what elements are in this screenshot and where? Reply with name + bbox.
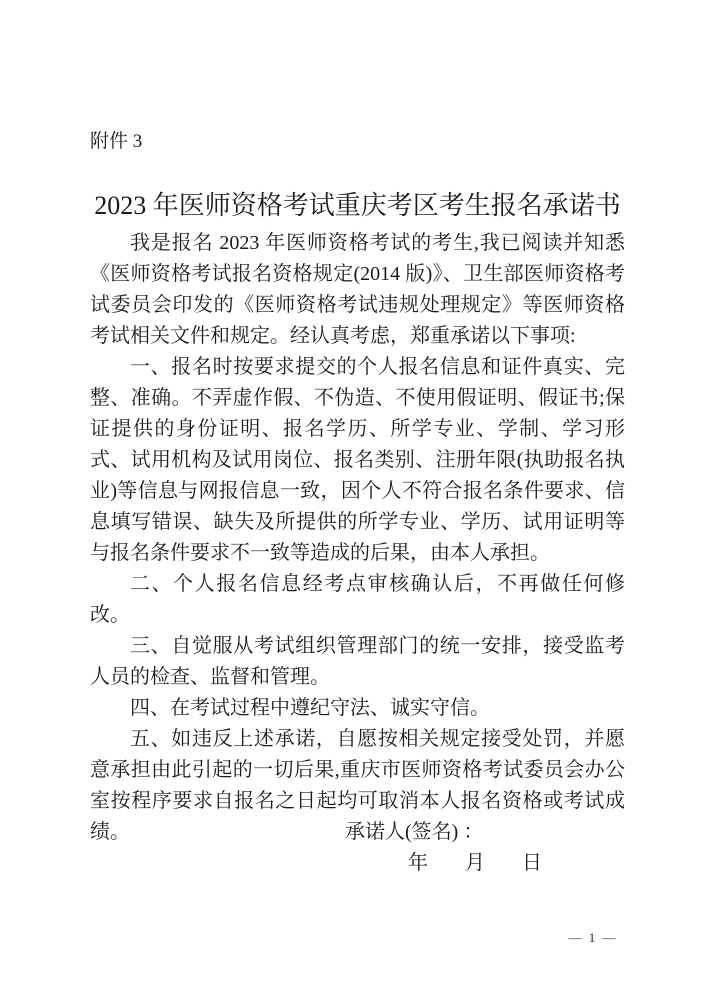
signer-label: 承诺人(签名) ： xyxy=(345,821,484,843)
commitment-item-4: 四、在考试过程中遵纪守法、诚实守信。 xyxy=(130,697,490,719)
day-label: 日 xyxy=(522,852,542,874)
commitment-item-2: 二、个人报名信息经考点审核确认后，不再做任何修改。 xyxy=(90,573,625,626)
intro-paragraph: 我是报名 2023 年医师资格考试的考生,我已阅读并知悉《医师资格考试报名资格规定(2014 版)》、卫生部医师资格考试委员会印发的《医师资格考试违规处理规定》等医师资格考试相关文件和规定。经认真考虑，郑重承诺以下事项: xyxy=(90,232,625,347)
commitment-item-1: 一、报名时按要求提交的个人报名信息和证件真实、完整、准确。不弄虚作假、不伪造、不使用假证明、假证书;保证提供的身份证明、报名学历、所学专业、学制、学习形式、试用机构及试用岗位、报名类别、注册年限(执助报名执业)等信息与网报信息一致，因个人不符合报名条件要求、信息填写错误、缺失及所提供的所学专业、学历、试用证明等与报名条件要求不一致等造成的后果，由本人承担。 xyxy=(90,356,625,564)
commitment-item-3: 三、自觉服从考试组织管理部门的统一安排，接受监考人员的检查、监督和管理。 xyxy=(90,635,625,688)
date-line xyxy=(408,848,542,879)
year-label: 年 xyxy=(408,852,428,874)
signature-block xyxy=(345,817,542,879)
attachment-label: 附件 3 xyxy=(90,131,143,152)
commitment-item-5: 五、如违反上述承诺，自愿按相关规定接受处罚，并愿意承担由此引起的一切后果,重庆市医师资格考试委员会办公室按程序要求自报名之日起均可取消本人报名资格或考试成绩。 xyxy=(90,728,625,843)
document-title: 2023 年医师资格考试重庆考区考生报名承诺书 xyxy=(94,191,621,220)
month-label: 月 xyxy=(465,852,485,874)
document-body xyxy=(90,228,625,848)
page-number: — 1 — xyxy=(568,930,618,945)
